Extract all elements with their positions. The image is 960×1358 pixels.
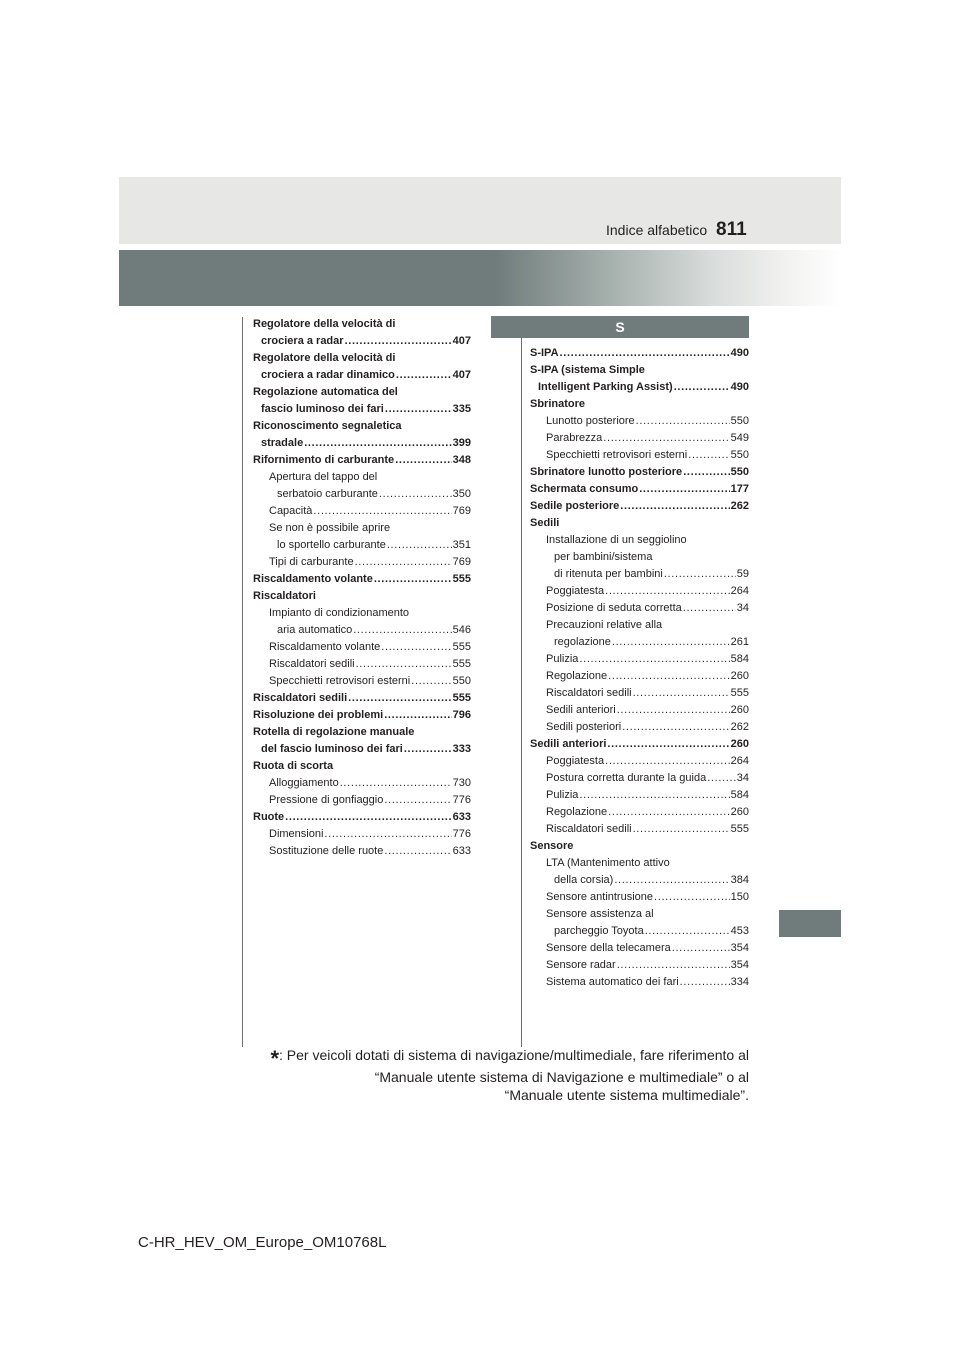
index-entry-label: Sensore antintrusione (546, 891, 654, 903)
index-entry-page: 633 (452, 845, 471, 857)
index-entry (253, 809, 471, 826)
index-entry (530, 447, 749, 464)
index-column-right (530, 345, 749, 991)
index-entry-page: 555 (452, 573, 471, 585)
index-entry (530, 583, 749, 600)
index-entry (253, 418, 471, 435)
index-entry (530, 464, 749, 481)
index-entry (530, 685, 749, 702)
dot-leader (355, 554, 452, 571)
dot-leader (688, 447, 729, 464)
index-entry-label: Riscaldamento volante (269, 641, 381, 653)
dot-leader (313, 503, 451, 520)
index-entry-page: 354 (730, 959, 749, 971)
index-entry (530, 889, 749, 906)
index-entry (253, 843, 471, 860)
index-entry-label: Sedili (530, 517, 560, 529)
dot-leader (384, 843, 451, 860)
dot-leader (654, 889, 730, 906)
index-entry-label: Capacità (269, 505, 313, 517)
index-entry (253, 741, 471, 758)
index-entry-page: 584 (730, 653, 749, 665)
dot-leader (387, 537, 452, 554)
index-entry-label: Rotella di regolazione manuale (253, 726, 415, 738)
index-entry (253, 639, 471, 656)
index-entry-label: Sensore radar (546, 959, 616, 971)
index-entry-page: 334 (730, 976, 749, 988)
dot-leader (639, 481, 729, 498)
footnote-marker: * (270, 1046, 279, 1071)
index-entry-label: Lunotto posteriore (546, 415, 635, 427)
document-id: C-HR_HEV_OM_Europe_OM10768L (138, 1234, 387, 1251)
index-entry-label: parcheggio Toyota (554, 925, 644, 937)
index-entry-label: aria automatico (277, 624, 353, 636)
index-entry-label: per bambini/sistema (554, 551, 653, 563)
index-entry (530, 430, 749, 447)
dot-leader (607, 736, 729, 753)
index-entry-page: 769 (452, 556, 471, 568)
dot-leader (612, 634, 730, 651)
index-entry (253, 333, 471, 350)
index-entry (530, 532, 749, 549)
index-entry-label: Sedili anteriori (530, 738, 607, 750)
index-entry (253, 435, 471, 452)
dot-leader (353, 622, 451, 639)
index-entry-label: stradale (261, 437, 304, 449)
index-entry-label: Apertura del tappo del (269, 471, 378, 483)
index-entry-page: 333 (452, 743, 471, 755)
index-entry-page: 730 (452, 777, 471, 789)
dot-leader (379, 486, 452, 503)
index-entry (253, 401, 471, 418)
index-entry-page: 555 (452, 658, 471, 670)
index-entry (530, 651, 749, 668)
index-entry-page: 262 (730, 500, 749, 512)
dot-leader (385, 401, 452, 418)
dot-leader (608, 804, 729, 821)
footnote-line-3: “Manuale utente sistema multimediale”. (504, 1087, 749, 1103)
dot-leader (617, 957, 730, 974)
index-entry (253, 656, 471, 673)
index-entry-label: Sistema automatico dei fari (546, 976, 679, 988)
dot-leader (304, 435, 451, 452)
dot-leader (636, 413, 730, 430)
index-entry-page: 34 (736, 772, 749, 784)
index-entry (253, 588, 471, 605)
index-entry-label: fascio luminoso dei fari (261, 403, 384, 415)
index-entry-label: Riscaldatori sedili (269, 658, 355, 670)
index-entry-label: Regolazione automatica del (253, 386, 398, 398)
dot-leader (605, 583, 730, 600)
dot-leader (614, 872, 729, 889)
index-entry-page: 260 (730, 704, 749, 716)
index-entry (530, 362, 749, 379)
dot-leader (608, 668, 729, 685)
index-entry-page: 776 (452, 794, 471, 806)
index-entry-page: 264 (730, 755, 749, 767)
dot-leader (579, 651, 729, 668)
dot-leader (381, 639, 451, 656)
index-entry-label: Sedile posteriore (530, 500, 620, 512)
index-entry (253, 571, 471, 588)
index-entry-page: 59 (736, 568, 749, 580)
index-entry-label: Pulizia (546, 789, 579, 801)
index-entry-page: 633 (452, 811, 471, 823)
index-entry (253, 707, 471, 724)
page-number: 811 (716, 219, 747, 240)
index-entry-label: Sostituzione delle ruote (269, 845, 384, 857)
index-entry-label: regolazione (554, 636, 611, 648)
index-entry-page: 264 (730, 585, 749, 597)
index-entry (530, 838, 749, 855)
index-entry-page: 550 (730, 415, 749, 427)
index-entry-label: di ritenuta per bambini (554, 568, 663, 580)
index-entry (530, 804, 749, 821)
index-entry-label: Sbrinatore (530, 398, 586, 410)
index-entry-page: 407 (452, 369, 471, 381)
dot-leader (374, 571, 452, 588)
index-entry-page: 384 (730, 874, 749, 886)
index-entry-page: 555 (730, 823, 749, 835)
index-entry-page: 584 (730, 789, 749, 801)
index-entry (530, 855, 749, 872)
index-entry-page: 490 (730, 381, 749, 393)
index-entry-label: serbatoio carburante (277, 488, 378, 500)
index-entry-label: Tipi di carburante (269, 556, 354, 568)
index-entry-label: Sedili anteriori (546, 704, 616, 716)
index-entry (253, 673, 471, 690)
index-entry (530, 413, 749, 430)
section-title: Indice alfabetico (606, 222, 708, 238)
footnote (229, 1046, 749, 1104)
header-gradient-bar (119, 250, 841, 306)
index-entry (530, 770, 749, 787)
dot-leader (620, 498, 729, 515)
index-entry-page: 550 (452, 675, 471, 687)
index-entry (253, 537, 471, 554)
dot-leader (664, 566, 736, 583)
index-entry-label: Installazione di un seggiolino (546, 534, 687, 546)
index-entry-page: 546 (452, 624, 471, 636)
chapter-thumb-tab (779, 910, 841, 937)
index-entry (253, 792, 471, 809)
index-entry-label: Riscaldamento volante (253, 573, 373, 585)
index-entry-page: 776 (452, 828, 471, 840)
index-entry-label: S-IPA (530, 347, 559, 359)
index-entry-page: 348 (452, 454, 471, 466)
index-entry-label: del fascio luminoso dei fari (261, 743, 403, 755)
index-entry (530, 719, 749, 736)
index-entry-page: 177 (730, 483, 749, 495)
index-entry-label: Poggiatesta (546, 755, 605, 767)
index-entry-label: Rifornimento di carburante (253, 454, 395, 466)
index-entry-label: Sensore assistenza al (546, 908, 654, 920)
index-entry-page: 150 (730, 891, 749, 903)
index-entry (530, 617, 749, 634)
dot-leader (603, 430, 729, 447)
index-entry (253, 622, 471, 639)
index-entry-label: Riscaldatori sedili (546, 823, 632, 835)
index-entry-page: 555 (452, 692, 471, 704)
index-entry (253, 503, 471, 520)
index-entry-label: Specchietti retrovisori esterni (546, 449, 688, 461)
footnote-line-2: “Manuale utente sistema di Navigazione e multimediale” o al (374, 1069, 749, 1085)
index-entry-page: 260 (730, 806, 749, 818)
index-entry (530, 787, 749, 804)
index-entry-page: 555 (452, 641, 471, 653)
index-entry-page: 399 (452, 437, 471, 449)
dot-leader (680, 974, 730, 991)
index-entry-label: Ruote (253, 811, 285, 823)
index-entry-label: Regolatore della velocità di (253, 352, 396, 364)
index-entry-label: S-IPA (sistema Simple (530, 364, 645, 376)
dot-leader (340, 775, 452, 792)
index-entry (530, 396, 749, 413)
index-entry-label: Parabrezza (546, 432, 603, 444)
index-entry-page: 550 (730, 449, 749, 461)
index-entry-label: Riscaldatori (253, 590, 316, 602)
index-entry (253, 690, 471, 707)
index-entry-page: 34 (736, 602, 749, 614)
column-divider-left (242, 317, 243, 1047)
index-entry (253, 316, 471, 333)
index-entry-label: Regolatore della velocità di (253, 318, 396, 330)
index-entry-label: Posizione di seduta corretta (546, 602, 682, 614)
dot-leader (324, 826, 451, 843)
index-entry (530, 549, 749, 566)
index-column-left (253, 316, 471, 860)
index-entry-label: Risoluzione dei problemi (253, 709, 384, 721)
dot-leader (605, 753, 730, 770)
index-entry (530, 957, 749, 974)
index-entry (253, 724, 471, 741)
column-divider-middle (521, 317, 522, 1047)
dot-leader (617, 702, 730, 719)
index-entry-label: Ruota di scorta (253, 760, 334, 772)
index-entry-label: Pulizia (546, 653, 579, 665)
index-entry-label: LTA (Mantenimento attivo (546, 857, 670, 869)
index-entry-label: Schermata consumo (530, 483, 639, 495)
index-entry (530, 379, 749, 396)
index-entry-label: della corsia) (554, 874, 614, 886)
index-entry-label: Sensore della telecamera (546, 942, 671, 954)
footnote-line-1: *: Per veicoli dotati di sistema di navigazione/multimediale, fare riferimento al (270, 1046, 749, 1071)
index-entry (530, 906, 749, 923)
dot-leader (645, 923, 730, 940)
index-entry-page: 490 (730, 347, 749, 359)
dot-leader (411, 673, 451, 690)
dot-leader (633, 685, 730, 702)
index-entry-label: Regolazione (546, 670, 608, 682)
index-entry (530, 702, 749, 719)
index-entry (530, 566, 749, 583)
index-entry (530, 872, 749, 889)
index-entry-page: 769 (452, 505, 471, 517)
index-entry-page: 261 (730, 636, 749, 648)
index-entry (253, 758, 471, 775)
index-entry-label: Regolazione (546, 806, 608, 818)
dot-leader (672, 940, 730, 957)
index-entry-page: 351 (452, 539, 471, 551)
dot-leader (683, 600, 736, 617)
dot-leader (384, 707, 451, 724)
dot-leader (404, 741, 452, 758)
index-entry (253, 452, 471, 469)
index-entry-page: 555 (730, 687, 749, 699)
dot-leader (384, 792, 451, 809)
index-entry-label: Poggiatesta (546, 585, 605, 597)
index-entry-label: Sbrinatore lunotto posteriore (530, 466, 683, 478)
dot-leader (579, 787, 729, 804)
dot-leader (674, 379, 730, 396)
index-entry-label: Dimensioni (269, 828, 324, 840)
index-entry-label: Intelligent Parking Assist) (538, 381, 673, 393)
index-entry-label: crociera a radar (261, 335, 344, 347)
index-entry-label: Impianto di condizionamento (269, 607, 410, 619)
index-entry-page: 407 (452, 335, 471, 347)
index-entry (530, 821, 749, 838)
dot-leader (633, 821, 730, 838)
index-entry-label: Alloggiamento (269, 777, 339, 789)
index-entry-label: Sedili posteriori (546, 721, 622, 733)
dot-leader (356, 656, 452, 673)
index-entry (253, 350, 471, 367)
index-entry (530, 515, 749, 532)
index-entry (253, 486, 471, 503)
index-entry-label: Precauzioni relative alla (546, 619, 663, 631)
dot-leader (707, 770, 736, 787)
dot-leader (560, 345, 730, 362)
index-entry (530, 923, 749, 940)
index-entry-label: Se non è possibile aprire (269, 522, 391, 534)
index-entry-label: Specchietti retrovisori esterni (269, 675, 411, 687)
index-entry (530, 736, 749, 753)
index-entry (530, 940, 749, 957)
index-entry (253, 775, 471, 792)
index-entry-page: 550 (730, 466, 749, 478)
index-entry-label: Sensore (530, 840, 574, 852)
dot-leader (345, 333, 452, 350)
index-entry-page: 350 (452, 488, 471, 500)
dot-leader (622, 719, 729, 736)
dot-leader (395, 452, 451, 469)
index-entry (253, 605, 471, 622)
dot-leader (396, 367, 452, 384)
index-entry-label: Postura corretta durante la guida (546, 772, 707, 784)
index-entry-page: 354 (730, 942, 749, 954)
dot-leader (285, 809, 451, 826)
index-entry (530, 345, 749, 362)
dot-leader (683, 464, 729, 481)
index-entry (253, 384, 471, 401)
index-entry (530, 974, 749, 991)
index-entry (253, 520, 471, 537)
index-entry-page: 796 (452, 709, 471, 721)
index-entry-label: Riconoscimento segnaletica (253, 420, 402, 432)
index-entry-page: 260 (730, 738, 749, 750)
index-entry (530, 634, 749, 651)
index-entry-label: Riscaldatori sedili (546, 687, 632, 699)
index-entry (530, 481, 749, 498)
index-entry (530, 498, 749, 515)
section-letter-header: S (491, 316, 749, 338)
index-entry-label: lo sportello carburante (277, 539, 386, 551)
index-entry (253, 469, 471, 486)
index-entry-label: Pressione di gonfiaggio (269, 794, 384, 806)
index-entry (253, 554, 471, 571)
index-entry (253, 367, 471, 384)
dot-leader (348, 690, 451, 707)
index-entry-page: 453 (730, 925, 749, 937)
index-entry (530, 753, 749, 770)
index-entry-page: 260 (730, 670, 749, 682)
index-entry-label: Riscaldatori sedili (253, 692, 348, 704)
index-entry-page: 262 (730, 721, 749, 733)
index-entry (530, 668, 749, 685)
index-entry-page: 549 (730, 432, 749, 444)
index-entry-label: crociera a radar dinamico (261, 369, 395, 381)
index-entry (253, 826, 471, 843)
index-entry-page: 335 (452, 403, 471, 415)
index-entry (530, 600, 749, 617)
